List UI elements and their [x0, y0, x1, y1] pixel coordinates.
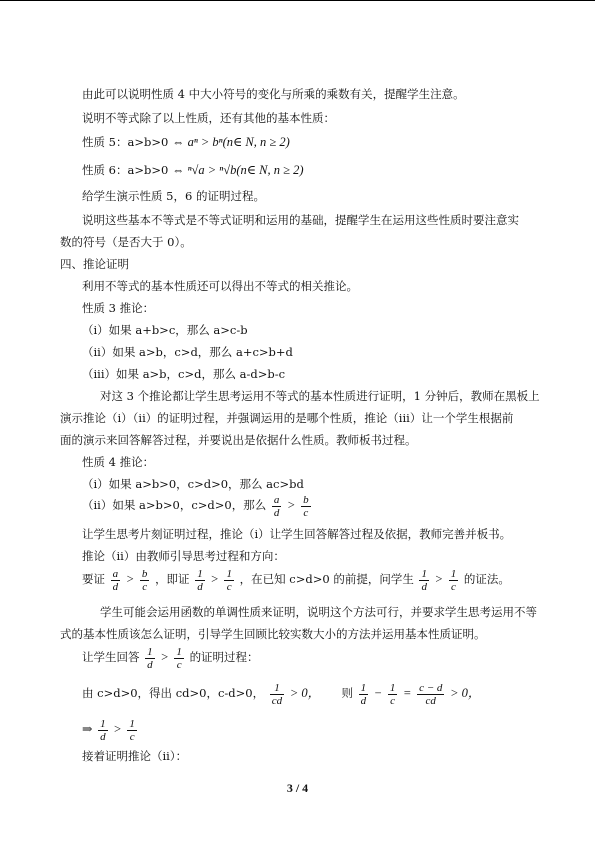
paragraph-line: 说明不等式除了以上性质，还有其他的基本性质：	[82, 111, 335, 125]
paragraph-line: 说明这些基本不等式是不等式证明和运用的基础，提醒学生在运用这些性质时要注意实	[82, 213, 519, 227]
paragraph-line: 数的符号（是否大于 0）。	[60, 235, 192, 249]
paragraph-line: 利用不等式的基本性质还可以得出不等式的相关推论。	[82, 279, 358, 293]
page-top-rule	[0, 0, 595, 1]
corollary-line: （i）如果 a+b>c，那么 a>c-b	[82, 323, 248, 337]
proof-goal-line: 要证 $\frac{a}{d}$ > $\frac{b}{c}$ ，即证 $\frac{1}{d}$ > $\frac{1}{c}$ ，在已知 c>d>0 的前提，问学生 $\frac{1}{d}$ > $\frac{1}{c}$ 的证法。	[82, 567, 510, 593]
corollary-line: （i）如果 a>b>0，c>d>0，那么 ac>bd	[82, 477, 304, 491]
paragraph-line: 学生可能会运用函数的单调性质来证明，说明这个方法可行，并要求学生思考运用不等	[100, 605, 537, 619]
proof-step-line: 由 c>d>0，得出 cd>0，c-d>0， $\frac{1}{cd}$ > 0， 则 $\frac{1}{d}$ − $\frac{1}{c}$ = $\frac{c - d}{cd}$ > 0，	[82, 681, 481, 707]
fraction-b-over-c: $\frac{b}{c}$	[303, 493, 309, 519]
property-5-formula: ⇔ aⁿ > bⁿ(n∈ N, n ≥ 2)	[171, 135, 290, 149]
property-5	[82, 134, 290, 150]
paragraph-line: 性质 3 推论：	[82, 301, 155, 315]
property-6-formula: ⇔ ⁿ√a > ⁿ√b(n∈ N, n ≥ 2)	[171, 163, 304, 177]
corollary-line: （iii）如果 a>b，c>d，那么 a-d>b-c	[82, 367, 286, 381]
conclusion-line: ⇒ $\frac{1}{d}$ > $\frac{1}{c}$	[82, 717, 135, 743]
property-5-label: 性质 5：a>b>0	[82, 135, 169, 149]
paragraph-line: 对这 3 个推论都让学生思考运用不等式的基本性质进行证明，1 分钟后，教师在黑板上	[100, 389, 540, 403]
section-heading: 四、推论证明	[60, 257, 129, 271]
paragraph-line: 让学生思考片刻证明过程，推论（i）让学生回答解答过程及依据，教师完善并板书。	[82, 527, 512, 541]
paragraph-line: 接着证明推论（ii）：	[82, 749, 188, 763]
answer-prompt-line: 让学生回答 $\frac{1}{d}$ > $\frac{1}{c}$ 的证明过程：	[82, 645, 259, 671]
paragraph-line: 推论（ii）由教师引导思考过程和方向：	[82, 549, 285, 563]
paragraph-line: 演示推论（i）（ii）的证明过程，并强调运用的是哪个性质，推论（iii）让一个学生根据前	[60, 411, 514, 425]
paragraph-line: 给学生演示性质 5，6 的证明过程。	[82, 189, 265, 203]
property-6	[82, 162, 304, 178]
fraction-a-over-d: $\frac{a}{d}$	[273, 493, 280, 519]
paragraph-line: 由此可以说明性质 4 中大小符号的变化与所乘的乘数有关，提醒学生注意。	[82, 87, 465, 101]
paragraph-line: 性质 4 推论：	[82, 455, 155, 469]
corollary-line: （ii）如果 a>b，c>d，那么 a+c>b+d	[82, 345, 293, 359]
paragraph-line: 面的演示来回答解答过程，并要说出是依据什么性质。教师板书过程。	[60, 433, 417, 447]
property-6-label: 性质 6：a>b>0	[82, 163, 169, 177]
paragraph-line: 式的基本性质该怎么证明，引导学生回顾比较实数大小的方法并运用基本性质证明。	[60, 627, 486, 641]
corollary-line-fraction: （ii）如果 a>b>0，c>d>0，那么 $\frac{a}{d}$ > $\frac{b}{c}$	[82, 493, 309, 519]
page-number: 3 / 4	[286, 781, 309, 795]
